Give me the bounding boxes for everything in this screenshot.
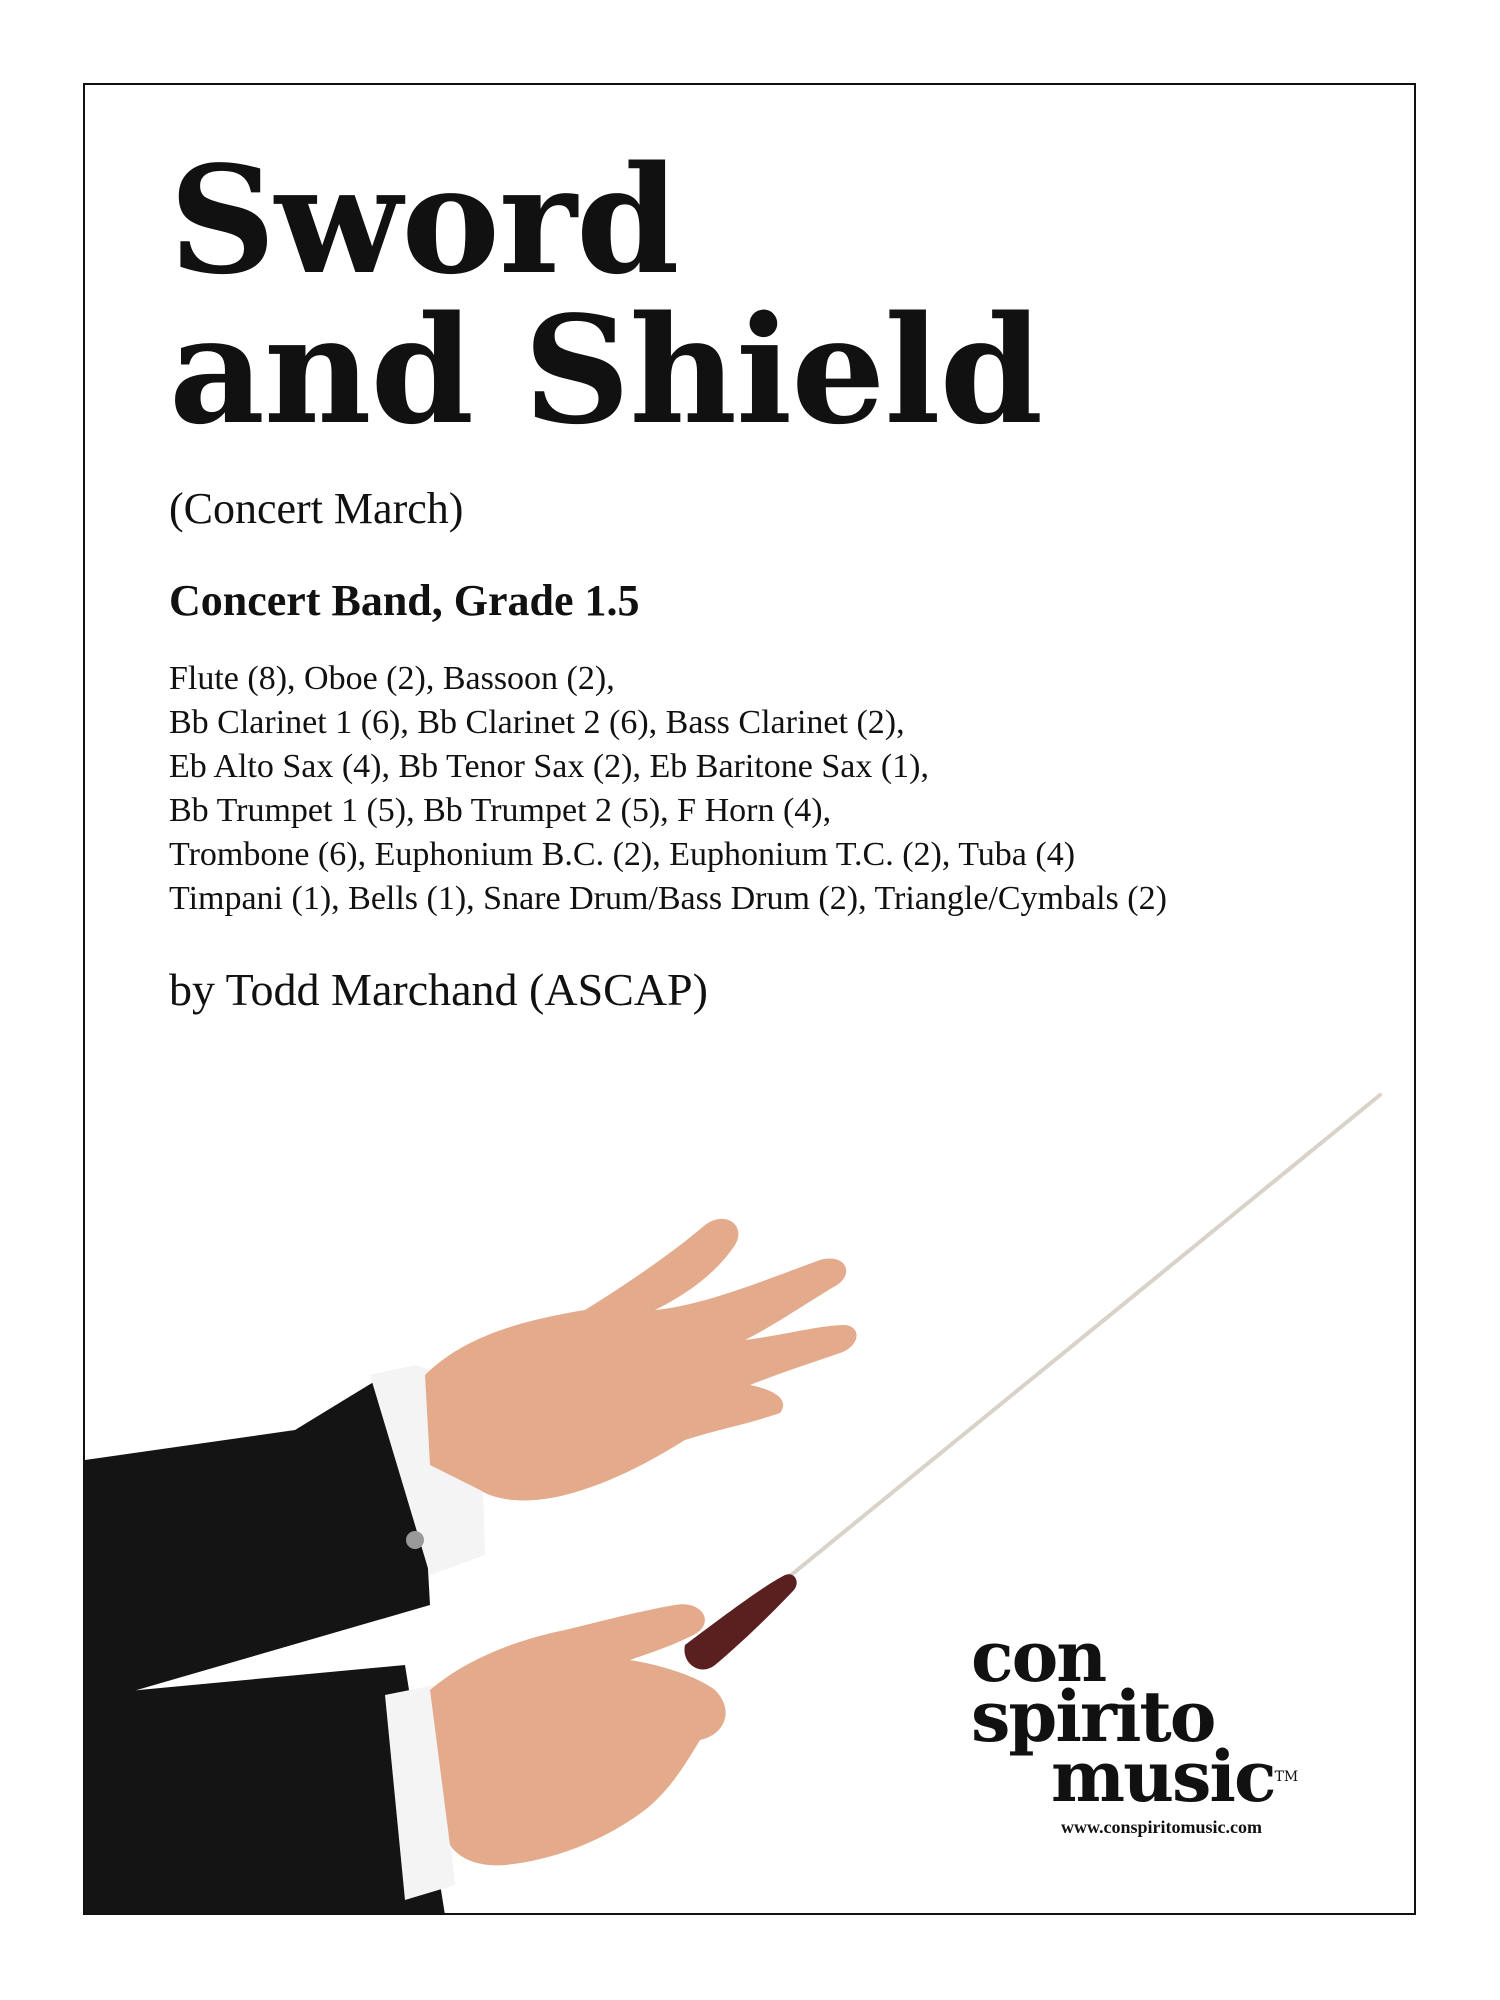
cufflink-icon: [406, 1531, 424, 1549]
logo-line-spirito: spirito: [971, 1675, 1215, 1758]
instrumentation-line: Trombone (6), Euphonium B.C. (2), Euphonium T.C. (2), Tuba (4): [169, 836, 1076, 873]
ensemble-grade: Concert Band, Grade 1.5: [169, 576, 640, 625]
instrumentation-line: Flute (8), Oboe (2), Bassoon (2),: [169, 660, 615, 697]
instrumentation-line: Timpani (1), Bells (1), Snare Drum/Bass Drum (2), Triangle/Cymbals (2): [169, 880, 1167, 917]
instrumentation-line: Bb Trumpet 1 (5), Bb Trumpet 2 (5), F Horn (4),: [169, 792, 832, 829]
upper-hand: [425, 1219, 857, 1501]
upper-sleeve: [85, 1375, 430, 1705]
cover-frame: [83, 83, 1416, 1915]
instrumentation-line: Bb Clarinet 1 (6), Bb Clarinet 2 (6), Bass Clarinet (2),: [169, 704, 905, 741]
publisher-url: www.conspiritomusic.com: [1061, 1817, 1262, 1837]
title-line-2: and Shield: [169, 283, 1043, 457]
logo-music-text: music: [1051, 1735, 1275, 1818]
publisher-logo: [971, 1615, 1311, 1838]
baton-shaft: [785, 1095, 1380, 1580]
composer-credit: by Todd Marchand (ASCAP): [169, 964, 708, 1015]
instrumentation-line: Eb Alto Sax (4), Bb Tenor Sax (2), Eb Baritone Sax (1),: [169, 748, 929, 785]
lower-hand: [430, 1604, 726, 1865]
trademark-mark: TM: [1274, 1769, 1299, 1785]
logo-line-con: con: [971, 1615, 1106, 1698]
piece-subtitle: (Concert March): [169, 484, 464, 533]
title-line-1: Sword: [169, 133, 679, 307]
